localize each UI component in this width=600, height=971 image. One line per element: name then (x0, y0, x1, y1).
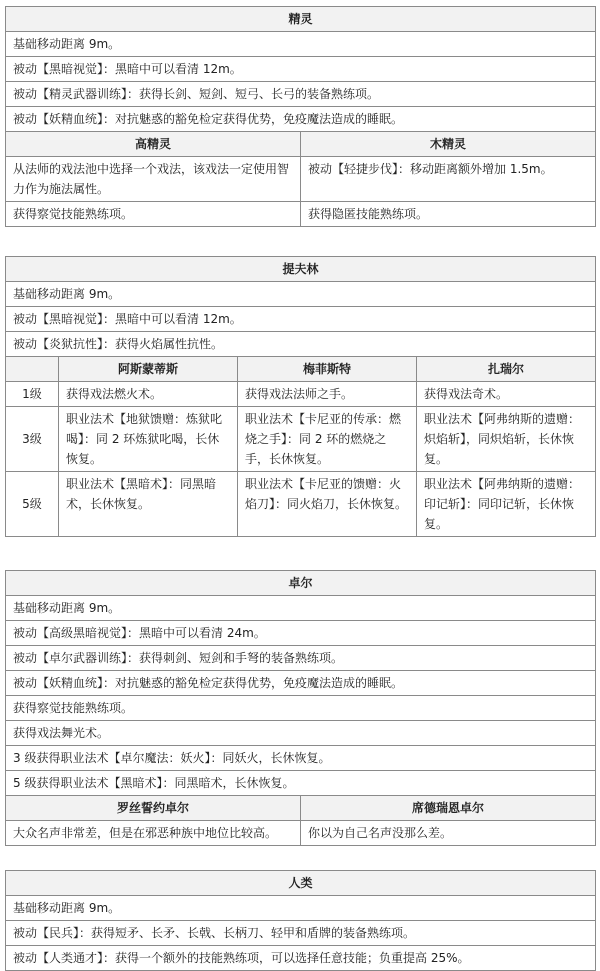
wood-elf-trait: 被动【轻捷步伐】：移动距离额外增加 1.5m。 (301, 157, 596, 202)
level-header-empty (6, 357, 59, 382)
elf-row: 被动【精灵武器训练】：获得长剑、短剑、短弓、长弓的装备熟练项。 (6, 82, 596, 107)
elf-title: 精灵 (6, 7, 596, 32)
drow-row: 5 级获得职业法术【黑暗术】：同黑暗术，长休恢复。 (6, 771, 596, 796)
subrace-header-mephistopheles: 梅菲斯特 (238, 357, 417, 382)
tiefling-row: 基础移动距离 9m。 (6, 282, 596, 307)
drow-row: 被动【卓尔武器训练】：获得刺剑、短剑和手弩的装备熟练项。 (6, 646, 596, 671)
elf-table (5, 6, 596, 227)
elf-row: 被动【黑暗视觉】：黑暗中可以看清 12m。 (6, 57, 596, 82)
tiefling-row: 被动【炎狱抗性】：获得火焰属性抗性。 (6, 332, 596, 357)
level-cell: 职业法术【卡尼亚的馈赠：火焰刀】：同火焰刀，长休恢复。 (238, 472, 417, 537)
level-cell: 职业法术【阿弗纳斯的遗赠：炽焰斩】，同炽焰斩，长休恢复。 (417, 407, 596, 472)
drow-row: 获得察觉技能熟练项。 (6, 696, 596, 721)
level-label: 5级 (6, 472, 59, 537)
human-row: 基础移动距离 9m。 (6, 896, 596, 921)
high-elf-trait: 从法师的戏法池中选择一个戏法，该戏法一定使用智力作为施法属性。 (6, 157, 301, 202)
tiefling-title: 提夫林 (6, 257, 596, 282)
subrace-header-lolth-sworn: 罗丝誓约卓尔 (6, 796, 301, 821)
seldarine-desc: 你以为自己名声没那么差。 (301, 821, 596, 846)
level-cell: 获得戏法燃火术。 (59, 382, 238, 407)
drow-title: 卓尔 (6, 571, 596, 596)
subrace-header-wood-elf: 木精灵 (301, 132, 596, 157)
level-cell: 获得戏法法师之手。 (238, 382, 417, 407)
subrace-header-seldarine: 席德瑞恩卓尔 (301, 796, 596, 821)
level-cell: 职业法术【卡尼亚的传承：燃烧之手】：同 2 环的燃烧之手，长休恢复。 (238, 407, 417, 472)
drow-row: 获得戏法舞光术。 (6, 721, 596, 746)
tiefling-table (5, 256, 596, 537)
human-title: 人类 (6, 871, 596, 896)
subrace-header-asmodeus: 阿斯蒙蒂斯 (59, 357, 238, 382)
level-label: 3级 (6, 407, 59, 472)
elf-row: 被动【妖精血统】：对抗魅惑的豁免检定获得优势，免疫魔法造成的睡眠。 (6, 107, 596, 132)
drow-row: 被动【高级黑暗视觉】：黑暗中可以看清 24m。 (6, 621, 596, 646)
level-cell: 获得戏法奇术。 (417, 382, 596, 407)
drow-row: 被动【妖精血统】：对抗魅惑的豁免检定获得优势，免疫魔法造成的睡眠。 (6, 671, 596, 696)
subrace-header-high-elf: 高精灵 (6, 132, 301, 157)
subrace-header-zariel: 扎瑞尔 (417, 357, 596, 382)
drow-row: 3 级获得职业法术【卓尔魔法：妖火】：同妖火，长休恢复。 (6, 746, 596, 771)
level-cell: 职业法术【地狱馈赠：炼狱叱喝】：同 2 环炼狱叱喝，长休恢复。 (59, 407, 238, 472)
human-table (5, 870, 596, 971)
drow-table (5, 570, 596, 846)
elf-row: 基础移动距离 9m。 (6, 32, 596, 57)
high-elf-trait: 获得察觉技能熟练项。 (6, 202, 301, 227)
level-cell: 职业法术【阿弗纳斯的遗赠：印记斩】：同印记斩，长休恢复。 (417, 472, 596, 537)
drow-row: 基础移动距离 9m。 (6, 596, 596, 621)
level-cell: 职业法术【黑暗术】：同黑暗术，长休恢复。 (59, 472, 238, 537)
human-row: 被动【人类通才】：获得一个额外的技能熟练项，可以选择任意技能；负重提高 25%。 (6, 946, 596, 971)
human-row: 被动【民兵】：获得短矛、长矛、长戟、长柄刀、轻甲和盾牌的装备熟练项。 (6, 921, 596, 946)
lolth-sworn-desc: 大众名声非常差，但是在邪恶种族中地位比较高。 (6, 821, 301, 846)
wood-elf-trait: 获得隐匿技能熟练项。 (301, 202, 596, 227)
tiefling-row: 被动【黑暗视觉】：黑暗中可以看清 12m。 (6, 307, 596, 332)
level-label: 1级 (6, 382, 59, 407)
